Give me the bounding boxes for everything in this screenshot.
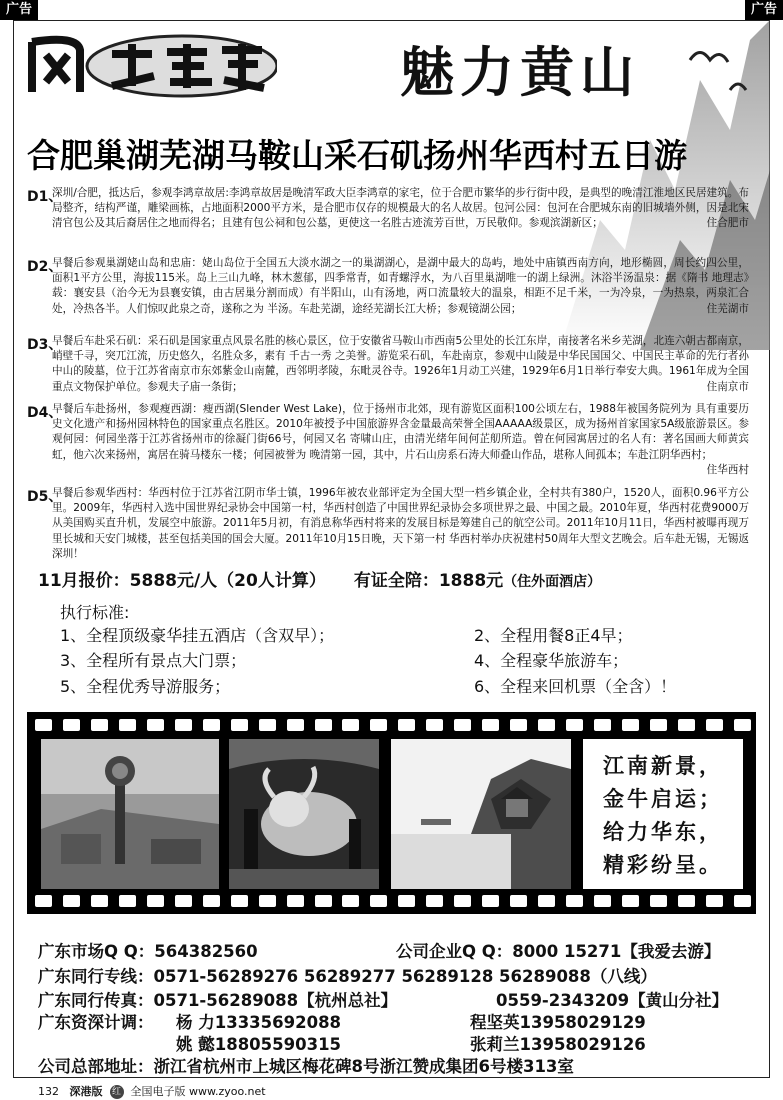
company-qq: 公司企业Q Q：8000 15271【我爱去游】	[396, 942, 721, 961]
standard-item: 4、全程豪华旅游车；	[474, 651, 629, 670]
day-stay: 住合肥市	[706, 217, 749, 230]
market-qq: 广东市场Q Q：564382560	[38, 942, 258, 961]
slogan-line: 江南新景，	[603, 753, 723, 778]
standard-item: 6、全程来回机票（全含）！	[474, 677, 677, 696]
price-label: 11月报价：5888元/人（20人计算）	[38, 571, 326, 591]
day-description: 早餐后车赴采石矶：采石矶是国家重点风景名胜的核心景区，位于安徽省马鞍山市西南5公里处的长江东岸，南接著名米乡芜湖，北连六朝古都南京，峭壁千寻，突兀江流，历史悠久，名胜众多，素有 千古一秀 之美誉。游览采石矶，车赴南京，参观中山陵是中华民国国父、中国民主革命的先行者孙中山的陵墓，位于江苏省南京市东郊紫金山南麓，西邻明孝陵，东毗灵谷寺。1926年1月动工兴建，1929年6月1日举行奉安大典。1961年成为全国重点文物保护单位。参观夫子庙一条街； 住南京市	[52, 334, 749, 395]
edition-badge: 红	[110, 1085, 124, 1099]
page-number: 132	[38, 1085, 59, 1098]
photo-huaxi-village	[41, 739, 219, 889]
site-link[interactable]: 全国电子版 www.zyoo.net	[130, 1085, 266, 1098]
standard-item: 1、全程顶级豪华挂五酒店（含双早）；	[60, 626, 335, 645]
contact-person: 程坚英13958029129	[470, 1013, 646, 1032]
day-description: 早餐后参观华西村：华西村位于江苏省江阴市华士镇，1996年被农业部评定为全国大型一档乡镇企业，全村共有380户，1520人，面积0.96平方公里。2009年，华西村入选中国世界纪录协会中国第一村，华西村创造了中国世界纪录协会多项世界之最、中国之最。2010年夏，华西村花费9000万从美国购买直升机，发展空中旅游。2011年5月初，有消息称华西村将来的发展目标是筹建自己的航空公司。2011年10月11日，华西村被曝再现万里长城和天安门城楼，甚至包括美国的国会大厦。2011年10月15日晚，天下第一村 华西村举办庆祝建村50周年大型文艺晚会。后车赴无锡，无锡返深圳！	[52, 487, 749, 560]
peer-hotline: 广东同行专线：0571-56289276 56289277 56289128 56289088（八线）	[38, 967, 657, 986]
company-address: 公司总部地址：浙江省杭州市上城区梅花碑8号浙江赞成集团6号楼313室	[38, 1057, 574, 1076]
day-stay: 住华西村	[706, 463, 749, 476]
price-line	[38, 566, 601, 591]
resource-label: 广东资深计调：	[38, 1013, 154, 1032]
slogan-box	[583, 739, 743, 889]
itinerary-day	[27, 334, 749, 395]
itinerary-day	[27, 256, 749, 317]
day-label: D1、	[27, 189, 63, 205]
itinerary-day	[27, 486, 749, 562]
film-perforations-top	[35, 719, 751, 733]
page-title: 合肥巢湖芜湖马鞍山采石矶扬州华西村五日游	[27, 136, 687, 175]
slogan-line: 给力华东，	[603, 819, 723, 844]
day-description: 早餐后参观巢湖姥山岛和忠庙：姥山岛位于全国五大淡水湖之一的巢湖湖心，是湖中最大的岛屿，地处中庙镇西南方向，地形椭圆，周长约四公里，面积1平方公里，海拔115米。岛上三山九峰，林木葱郁，四季常青，如青螺浮水，为八百里巢湖唯一的湖上绿洲。沐浴半汤温泉：据《隋书 地理志》载：襄安县（治今无为县襄安镇，由古居巢分割而成）有半阳山，山有汤地，两口流量较大的温泉，相距不足千米，一为冷泉，一为热泉，两泉汇合处，冷热各半。人们惊叹此泉之奇，遂称之为 半汤。车赴芜湖，途经芜湖长江大桥；参观镜湖公园； 住芜湖市	[52, 256, 749, 317]
contact-person: 姚 懿18805590315	[176, 1035, 342, 1054]
photo-lake-pavilion	[391, 739, 571, 889]
film-perforations-bottom	[35, 895, 751, 909]
contact-person: 杨 力13335692088	[176, 1013, 342, 1032]
ad-tag-right: 广告	[745, 0, 783, 20]
standard-item: 3、全程所有景点大门票；	[60, 651, 247, 670]
page-footer	[38, 1083, 266, 1099]
brand-title: 魅力黄山	[400, 40, 640, 104]
standard-item: 5、全程优秀导游服务；	[60, 677, 231, 696]
itinerary-day	[27, 402, 749, 478]
film-strip	[27, 712, 756, 914]
peer-fax: 广东同行传真：0571-56289088【杭州总社】	[38, 991, 398, 1010]
day-description: 早餐后车赴扬州，参观瘦西湖：瘦西湖(Slender West Lake)，位于扬州市北郊，现有游览区面积100公顷左右，1988年被国务院列为 具有重要历史文化遗产和扬州园林特色的国家重点名胜区。2010年被授予中国旅游界含金量最高荣誉全国AAAAA级景区，成为扬州首家国家5A级旅游景区。参观何园：何园坐落于江苏省扬州市的徐凝门街66号，何园又名 寄啸山庄，由清光绪年间何芷舠所造。曾在何园寓居过的名人有：著名国画大师黄宾虹，他六次来扬州，寓居在骑马楼东一楼；何园被誉为 晚清第一园，其中，片石山房系石涛大师叠山作品，堪称人间孤本；车赴江阴华西村； 住华西村	[52, 402, 749, 463]
itinerary-day	[27, 186, 749, 232]
slogan-line: 金牛启运；	[603, 786, 723, 811]
day-label: D5、	[27, 489, 63, 505]
slogan-line: 精彩纷呈。	[603, 852, 723, 877]
standard-item: 2、全程用餐8正4早；	[474, 626, 633, 645]
huangshan-fax: 0559-2343209【黄山分社】	[496, 991, 729, 1010]
standards-title: 执行标准:	[60, 603, 130, 622]
day-stay: 住芜湖市	[706, 302, 749, 315]
day-label: D2、	[27, 259, 63, 275]
edition-label: 深港版	[69, 1085, 103, 1098]
ad-tag-left: 广告	[0, 0, 38, 20]
guide-note: （住外面酒店）	[503, 574, 602, 590]
contact-person: 张莉兰13958029126	[470, 1035, 646, 1054]
day-description: 深圳/合肥，抵达后，参观李鸿章故居:李鸿章故居是晚清军政大臣李鸿章的家宅，位于合肥市繁华的步行街中段，是典型的晚清江淮地区民居建筑。布局整齐，结构严谨，雕梁画栋，占地面积2000平方米，是合肥市仅存的规模最大的名人故居。包河公园：包河在合肥城东南的旧城墙外侧，因是北宋清官包公及其后裔居住之地而得名；且建有包公祠和包公墓，更使这一名胜古迹流芳百世，万民敬仰。参观滨湖新区； 住合肥市	[52, 186, 749, 232]
day-label: D3、	[27, 337, 63, 353]
photo-golden-bull	[229, 739, 379, 889]
day-label: D4、	[27, 405, 63, 421]
brand-logo	[22, 30, 277, 100]
day-stay: 住南京市	[706, 380, 749, 393]
guide-price: 有证全陪：1888元	[353, 571, 504, 591]
